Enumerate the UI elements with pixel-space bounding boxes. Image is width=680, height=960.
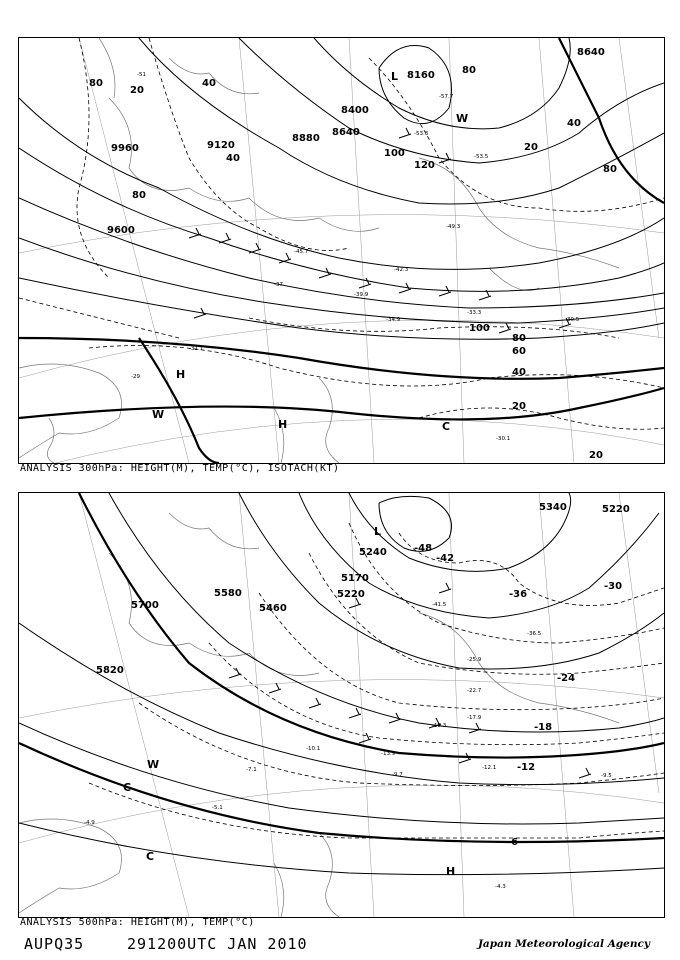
station-temp: -19.3: [432, 723, 447, 729]
height-label: 5220: [602, 504, 630, 515]
station-temp: -39.9: [354, 292, 369, 298]
valid-time: 291200UTC JAN 2010: [127, 935, 308, 953]
map-500hpa-svg: [19, 493, 664, 917]
station-temp: -30.5: [565, 317, 580, 323]
height-label: 5220: [337, 589, 365, 600]
station-temp: -25.9: [467, 657, 482, 663]
graticule: [19, 493, 664, 917]
warm-center-mark: W: [147, 758, 160, 771]
height-label: 5170: [341, 573, 369, 584]
chart-id: AUPQ35: [24, 935, 85, 953]
station-temp: -53.5: [474, 154, 489, 160]
height-label: 9120: [207, 140, 235, 151]
isotherm-label: -6: [507, 837, 519, 848]
caption-500hpa: ANALYSIS 500hPa: HEIGHT(M), TEMP(°C): [20, 917, 255, 928]
station-temp: -4.3: [495, 884, 506, 890]
isotachs: [19, 38, 664, 463]
station-temp: -33.3: [467, 310, 482, 316]
graticule: [19, 38, 664, 463]
station-temp: -53.3: [414, 131, 429, 137]
station-temp: -37: [274, 282, 283, 288]
cold-center-mark: C: [442, 420, 451, 433]
height-label: 5240: [359, 547, 387, 558]
station-temp: -9.5: [601, 773, 612, 779]
isotherm-label: -30: [604, 581, 623, 592]
height-label: 5700: [131, 600, 159, 611]
wind-barbs: [189, 128, 571, 333]
height-label: 8400: [341, 105, 369, 116]
height-label: 8880: [292, 133, 320, 144]
isotach-label: 80: [603, 164, 617, 175]
warm-center-mark: W: [456, 112, 469, 125]
station-temp: -29: [131, 374, 140, 380]
isotach-label: 40: [512, 367, 526, 378]
station-temp: -42.3: [394, 267, 409, 273]
isotach-label: 20: [589, 450, 603, 461]
station-temp: -51: [137, 72, 146, 78]
station-temp: -17.9: [467, 715, 482, 721]
cold-center-mark: C: [123, 781, 132, 794]
station-temp: -22.7: [467, 688, 482, 694]
isotach-label: 80: [132, 190, 146, 201]
height-label: 5460: [259, 603, 287, 614]
analysis-500hpa-map: [18, 492, 665, 918]
height-label: 8640: [577, 47, 605, 58]
station-temp: -57.7: [439, 94, 454, 100]
isotach-label: 100: [469, 323, 490, 334]
isotherms: [89, 523, 664, 838]
isotach-label: 20: [524, 142, 538, 153]
station-temp: -30.1: [496, 436, 511, 442]
cold-center-mark: C: [146, 850, 155, 863]
height-label: 9960: [111, 143, 139, 154]
isotach-label: 80: [512, 333, 526, 344]
coastlines: [19, 513, 619, 917]
isotach-label: 20: [130, 85, 144, 96]
station-temp: -45.7: [294, 249, 309, 255]
high-center-mark: H: [446, 865, 456, 878]
map-300hpa-svg: [19, 38, 664, 463]
station-temp: -9.7: [392, 772, 403, 778]
height-label: 5340: [539, 502, 567, 513]
agency-credit: Japan Meteorological Agency: [477, 938, 650, 950]
station-temp: -34.9: [386, 317, 401, 323]
height-contours: [19, 38, 664, 339]
isotherm-label: -36: [509, 589, 528, 600]
isotach-label: 80: [89, 78, 103, 89]
coastlines: [19, 38, 619, 463]
station-temp: -10.1: [306, 746, 321, 752]
isotach-label: 40: [226, 153, 240, 164]
station-temp: -36.5: [527, 631, 542, 637]
station-temp: -13.9: [381, 751, 396, 757]
height-label: 5820: [96, 665, 124, 676]
low-center-mark: L: [391, 70, 399, 83]
height-label: 8640: [332, 127, 360, 138]
isotherm-label: -18: [534, 722, 553, 733]
isotach-label: 120: [414, 160, 435, 171]
isotach-label: 100: [384, 148, 405, 159]
isotach-label: 40: [567, 118, 581, 129]
station-temp: -12.1: [482, 765, 497, 771]
station-temp: -5.1: [212, 805, 223, 811]
analysis-300hpa-map: [18, 37, 665, 464]
height-label: 5580: [214, 588, 242, 599]
height-label: 9600: [107, 225, 135, 236]
station-temp: -49.3: [446, 224, 461, 230]
isotherm-label: -42: [436, 553, 455, 564]
isotach-label: 60: [512, 346, 526, 357]
isotach-label: 80: [462, 65, 476, 76]
warm-center-mark: W: [152, 408, 165, 421]
station-temp: -31.1: [189, 346, 204, 352]
low-center-mark: L: [374, 525, 382, 538]
height-label: 8160: [407, 70, 435, 81]
isotherm-label: -24: [557, 673, 576, 684]
station-temp: -41.5: [432, 602, 447, 608]
isotach-label: 20: [512, 401, 526, 412]
isotherm-label: -48: [414, 543, 433, 554]
isotach-label: 40: [202, 78, 216, 89]
high-center-mark: H: [176, 368, 186, 381]
station-temp: -4.9: [84, 820, 95, 826]
isotherm-label: -12: [517, 762, 536, 773]
high-center-mark: H: [278, 418, 288, 431]
station-temp: -7.1: [246, 767, 257, 773]
caption-300hpa: ANALYSIS 300hPa: HEIGHT(M), TEMP(°C), ISOTACH(KT): [20, 463, 340, 474]
